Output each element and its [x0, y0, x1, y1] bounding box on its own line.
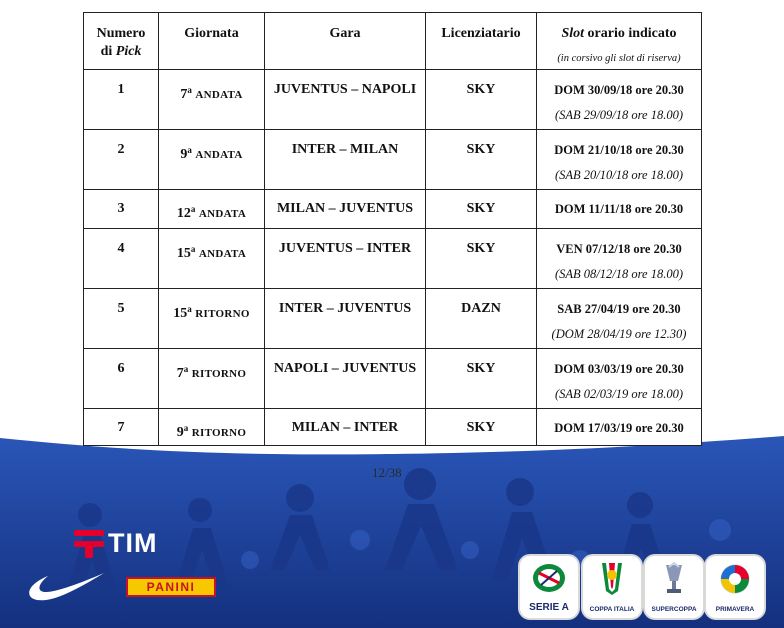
cell-numero: 6 — [84, 349, 159, 409]
header-licenziatario: Licenziatario — [426, 13, 537, 70]
cell-giornata: 15$^a$ ANDATA — [159, 229, 265, 289]
cell-numero: 3 — [84, 190, 159, 229]
tim-logo: TIM — [74, 528, 158, 559]
panini-logo: PANINI — [126, 577, 216, 597]
coppa-italia-badge: COPPA ITALIA — [583, 556, 641, 618]
pick-schedule-table — [83, 12, 702, 446]
cell-slot: DOM 21/10/18 ore 20.30 (SAB 20/10/18 ore 18.00) — [537, 130, 702, 190]
primavera-badge: PRIMAVERA — [706, 556, 764, 618]
cell-slot: DOM 11/11/18 ore 20.30 — [537, 190, 702, 229]
table-row — [84, 349, 702, 409]
cell-slot: DOM 17/03/19 ore 20.30 — [537, 409, 702, 446]
cell-licenziatario: SKY — [426, 130, 537, 190]
cell-gara: NAPOLI – JUVENTUS — [265, 349, 426, 409]
cell-gara: MILAN – JUVENTUS — [265, 190, 426, 229]
table-row — [84, 289, 702, 349]
table-row — [84, 190, 702, 229]
supercoppa-trophy-icon — [656, 561, 692, 597]
cell-gara: JUVENTUS – INTER — [265, 229, 426, 289]
table-row — [84, 130, 702, 190]
header-giornata: Giornata — [159, 13, 265, 70]
cell-licenziatario: SKY — [426, 70, 537, 130]
cell-giornata: 15$^a$ RITORNO — [159, 289, 265, 349]
cell-licenziatario: SKY — [426, 190, 537, 229]
cell-numero: 5 — [84, 289, 159, 349]
cell-slot: DOM 30/09/18 ore 20.30 (SAB 29/09/18 ore 18.00) — [537, 70, 702, 130]
cell-gara: MILAN – INTER — [265, 409, 426, 446]
table-row — [84, 409, 702, 446]
cell-giornata: 7$^a$ RITORNO — [159, 349, 265, 409]
serie-a-shield-icon — [529, 561, 569, 595]
cell-licenziatario: SKY — [426, 229, 537, 289]
header-gara: Gara — [265, 13, 426, 70]
coppa-italia-cockade-icon — [594, 561, 630, 597]
cell-giornata: 9$^a$ RITORNO — [159, 409, 265, 446]
tim-mark-icon — [74, 530, 104, 558]
cell-numero: 2 — [84, 130, 159, 190]
supercoppa-badge: SUPERCOPPA — [645, 556, 703, 618]
table-row — [84, 229, 702, 289]
cell-giornata: 9$^a$ ANDATA — [159, 130, 265, 190]
header-slot: Slot orario indicato (in corsivo gli slot di riserva) — [537, 13, 702, 70]
primavera-ball-icon — [717, 561, 753, 597]
cell-gara: INTER – MILAN — [265, 130, 426, 190]
cell-licenziatario: SKY — [426, 349, 537, 409]
cell-giornata: 12$^a$ ANDATA — [159, 190, 265, 229]
cell-numero: 7 — [84, 409, 159, 446]
cell-gara: JUVENTUS – NAPOLI — [265, 70, 426, 130]
table-header-row — [84, 13, 702, 70]
cell-licenziatario: DAZN — [426, 289, 537, 349]
cell-slot: DOM 03/03/19 ore 20.30 (SAB 02/03/19 ore 18.00) — [537, 349, 702, 409]
cell-slot: SAB 27/04/19 ore 20.30 (DOM 28/04/19 ore 12.30) — [537, 289, 702, 349]
table-row — [84, 70, 702, 130]
cell-licenziatario: SKY — [426, 409, 537, 446]
cell-gara: INTER – JUVENTUS — [265, 289, 426, 349]
nike-swoosh-icon — [28, 570, 106, 607]
cell-giornata: 7$^a$ ANDATA — [159, 70, 265, 130]
cell-numero: 1 — [84, 70, 159, 130]
serie-a-badge: SERIE A — [520, 556, 578, 618]
cell-numero: 4 — [84, 229, 159, 289]
cell-slot: VEN 07/12/18 ore 20.30 (SAB 08/12/18 ore 18.00) — [537, 229, 702, 289]
header-numero: Numero di Pick — [84, 13, 159, 70]
page-number: 12/38 — [372, 465, 402, 480]
